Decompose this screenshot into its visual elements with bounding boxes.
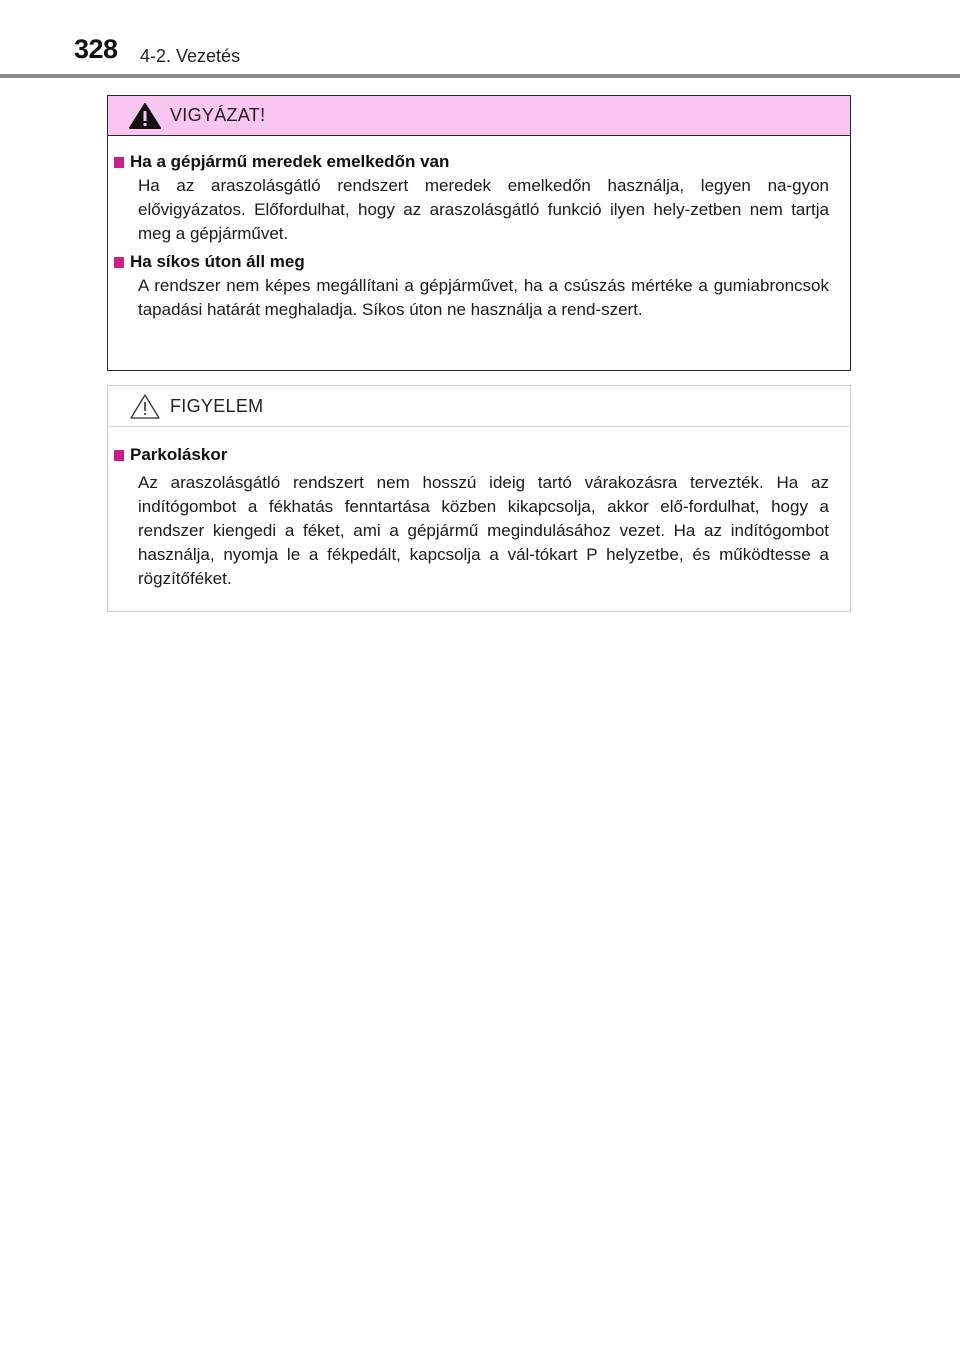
- caution-label: VIGYÁZAT!: [170, 105, 266, 125]
- caution-item-title: [114, 250, 829, 274]
- page-number: 328: [74, 34, 118, 64]
- section-title: 4-2. Vezetés: [140, 46, 241, 66]
- notice-box: [107, 385, 851, 612]
- caution-item-text: A rendszer nem képes megállítani a gépjárművet, ha a csúszás mértéke a gumiabroncsok tapadási határát meghaladja. Síkos úton ne használja a rend-szert.: [138, 276, 829, 319]
- notice-item-text: Az araszolásgátló rendszert nem hosszú ideig tartó várakozásra tervezték. Ha az indítógombot a fékhatás fenntartása közben kikapcsolja, akkor elő-fordulhat, hogy a rendszer kiengedi a féket, ami a gépjármű megindulásához vezet. Ha az indítógombot használja, nyomja le a fékpedált, kapcsolja a vál-tókart P helyzetbe, és működtesse a rögzítőféket.: [138, 473, 829, 588]
- caution-item: [114, 150, 829, 246]
- square-bullet-icon: [114, 257, 124, 268]
- notice-header: [108, 386, 850, 427]
- notice-body: [108, 427, 850, 591]
- header-divider: [0, 74, 960, 78]
- caution-item-title-text: Ha a gépjármű meredek emelkedőn van: [130, 152, 450, 171]
- caution-header: [108, 96, 850, 136]
- caution-box: [107, 95, 851, 371]
- square-bullet-icon: [114, 450, 124, 461]
- warning-triangle-filled-icon: [128, 102, 162, 130]
- caution-item-title-text: Ha síkos úton áll meg: [130, 252, 305, 271]
- notice-item-title: [114, 443, 829, 467]
- caution-item-title: [114, 150, 829, 174]
- page-header: [0, 0, 960, 80]
- warning-triangle-outline-icon: [128, 392, 162, 420]
- notice-label: FIGYELEM: [170, 395, 264, 416]
- caution-body: [108, 136, 850, 322]
- caution-item: [114, 250, 829, 322]
- notice-item: [114, 443, 829, 591]
- square-bullet-icon: [114, 157, 124, 168]
- caution-item-text: Ha az araszolásgátló rendszert meredek emelkedőn használja, legyen na-gyon elővigyázatos. Előfordulhat, hogy az araszolásgátló funkció ilyen hely-zetben nem tartja meg a gépjárművet.: [138, 176, 829, 243]
- notice-item-title-text: Parkoláskor: [130, 445, 228, 464]
